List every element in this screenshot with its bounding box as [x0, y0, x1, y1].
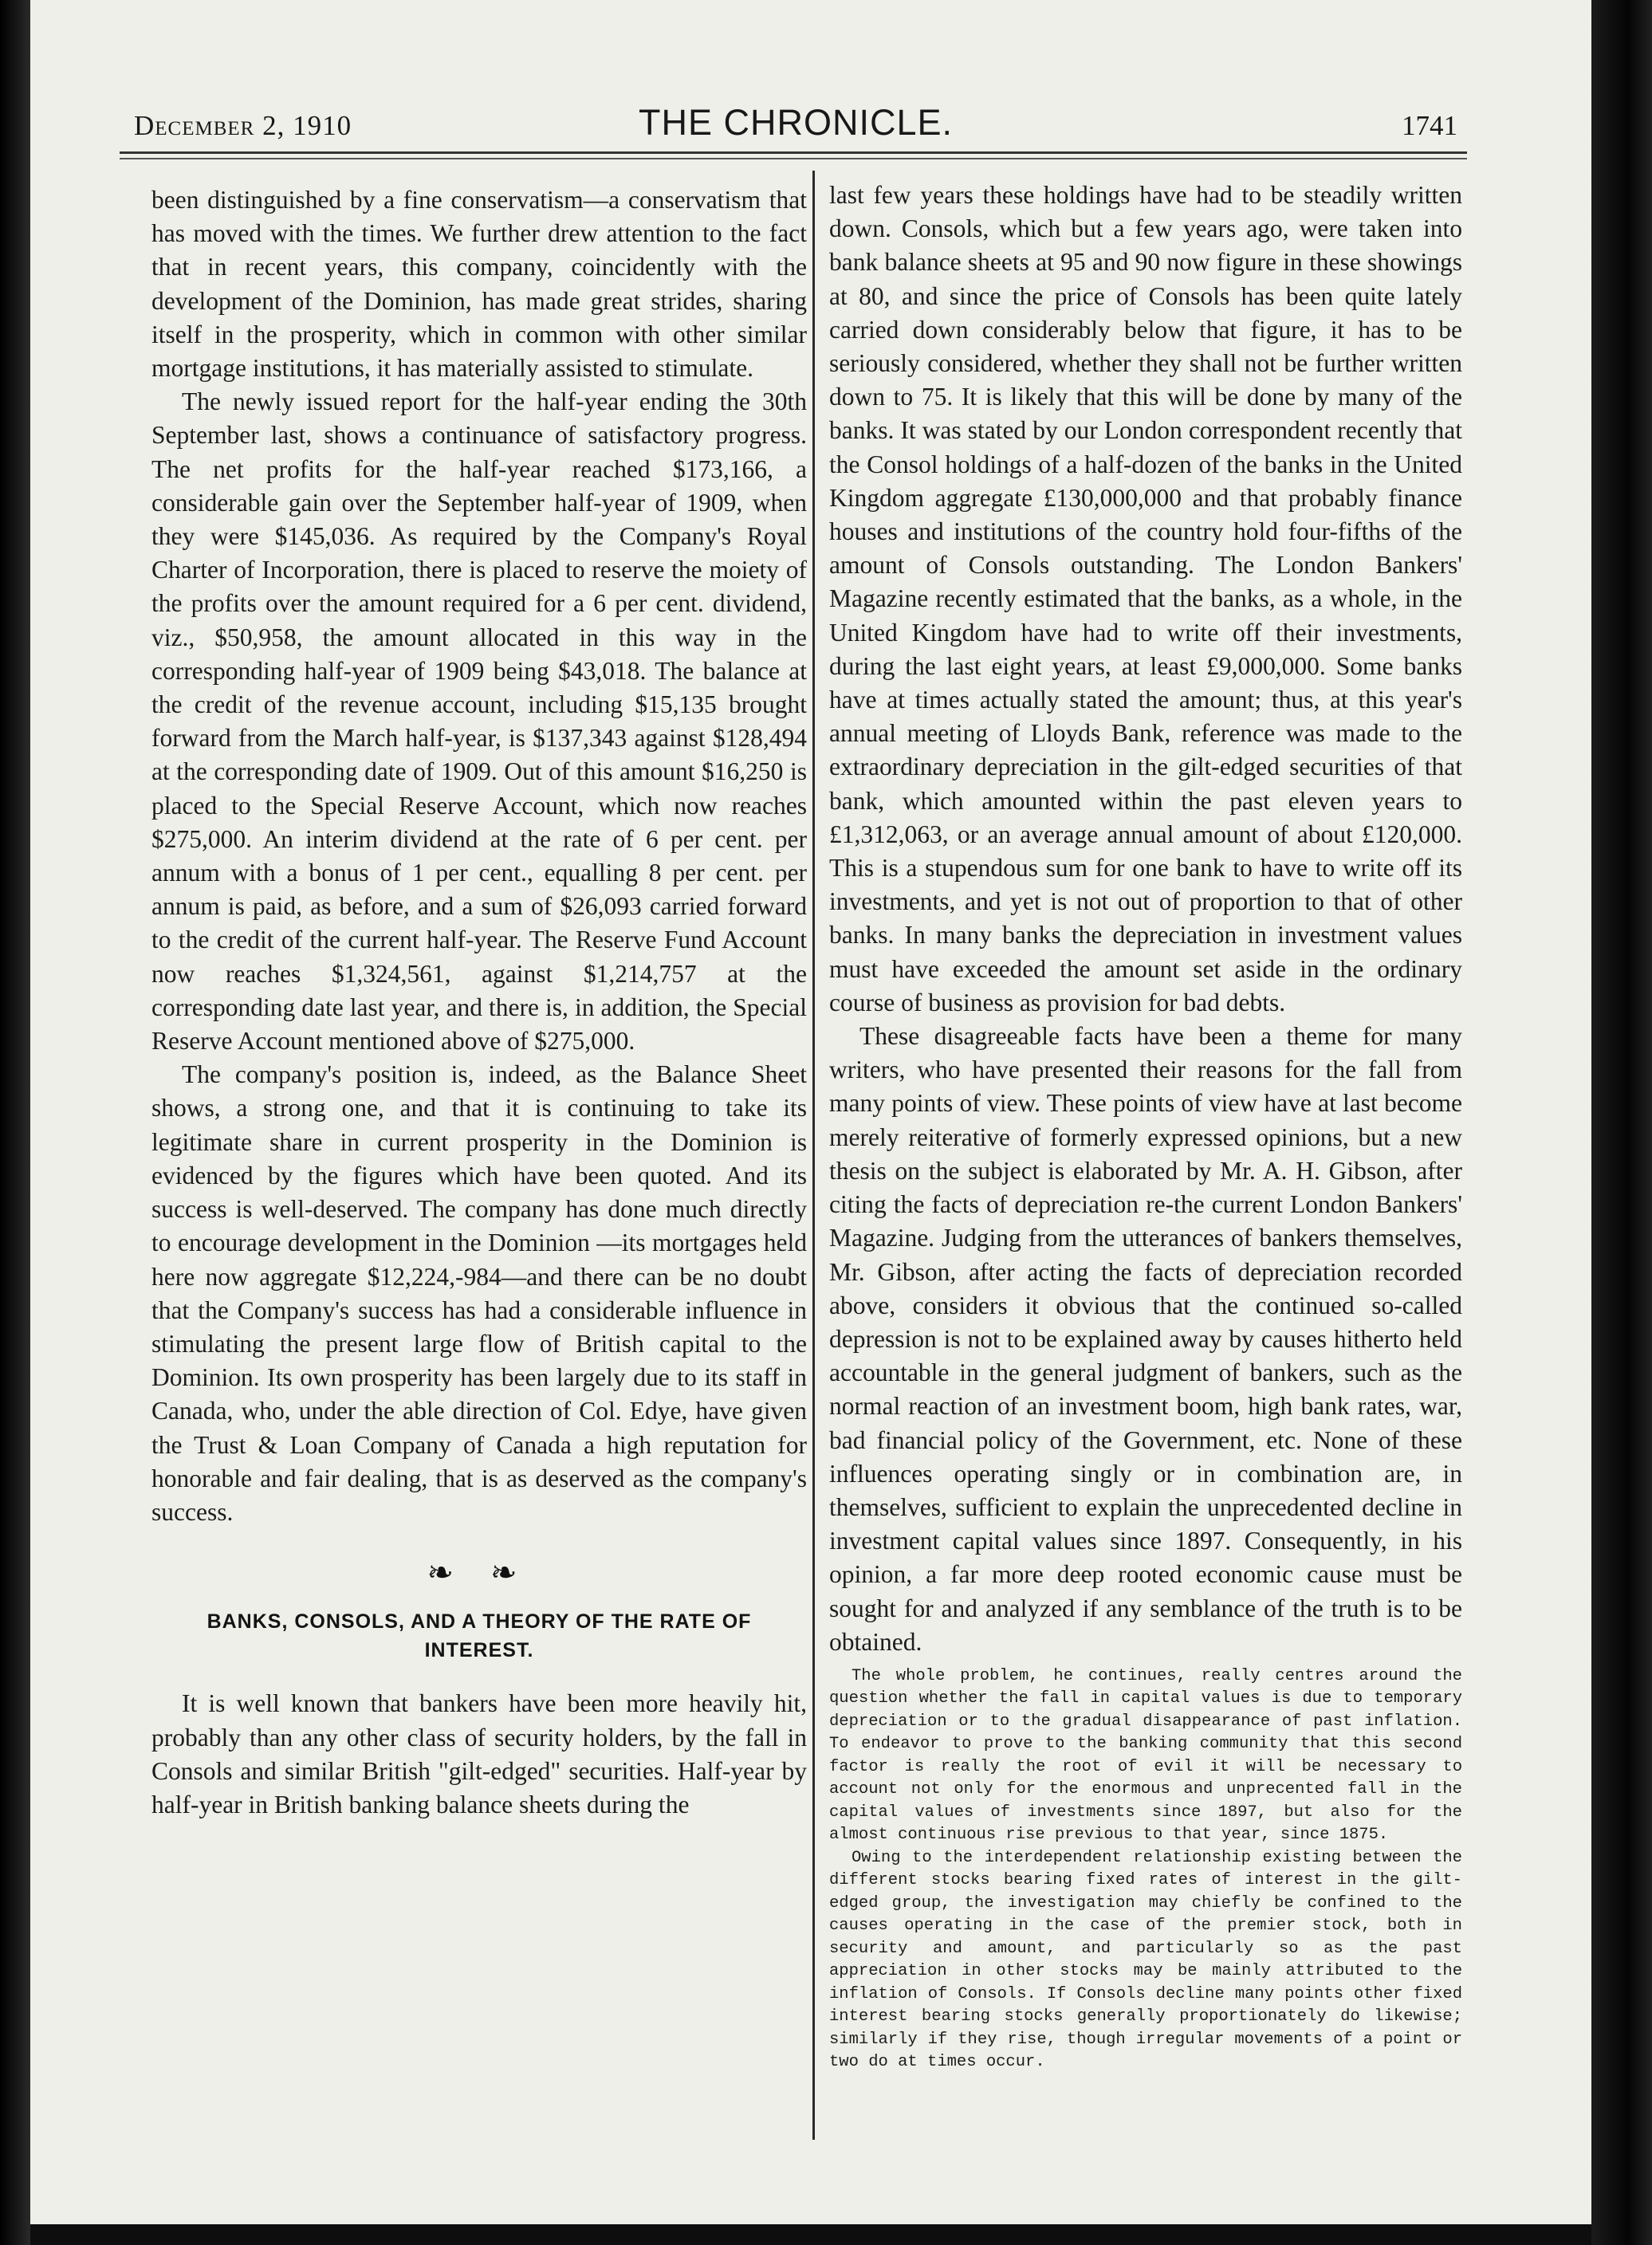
article-paragraph: The company's position is, indeed, as the Balance Sheet shows, a strong one, and that it is continuing to take its legitimate share in current prosperity in the Dominion is evidenced by the figures which have been quoted. And its success is well-deserved. The company has done much directly to encourage development in the Dominion —its mortgages held here now aggregate $12,224,-984—and there can be no doubt that the Company's success has had a considerable influence in stimulating the present large flow of British capital to the Dominion. Its own prosperity has been largely due to its staff in Canada, who, under the able direction of Col. Edye, have given the Trust & Loan Company of Canada a high reputation for honorable and fair dealing, that is as deserved as the company's success.: [151, 1060, 807, 1526]
header-rule: [120, 151, 1467, 154]
right-column: [829, 179, 1462, 2074]
scan-binding-edge: [1591, 0, 1652, 2245]
column-divider: [812, 171, 815, 2140]
page-header: [134, 102, 1457, 150]
section-ornament: ❧ ❧: [427, 1555, 532, 1591]
scan-left-edge: [0, 0, 30, 2245]
quoted-extract: [829, 1665, 1462, 2074]
article-paragraph: been distinguished by a fine conservatism—a conservatism that has moved with the times. We further drew attention to the fact that in recent years, this company, coincidently with the development of the Dominion, has made great strides, sharing itself in the prosperity, which in common with other similar mortgage institutions, it has materially assisted to stimulate.: [151, 186, 807, 383]
issue-date: December 2, 1910: [134, 110, 352, 141]
quoted-paragraph: The whole problem, he continues, really centres around the question whether the fall in capital values is due to temporary depreciation or to the gradual disappearance of past inflation. To endeavor to prove to the banking community that this second factor is really the root of evil it will be necessary to account not only for the enormous and unprecented fall in the capital values of investments since 1897, but also for the almost continuous rise previous to that year, since 1875.: [829, 1666, 1462, 1845]
article-paragraph: It is well known that bankers have been more heavily hit, probably than any other class of security holders, by the fall in Consols and similar British "gilt-edged" securities. Half-year by half-year in British banking balance sheets during the: [151, 1689, 807, 1818]
article-paragraph: The newly issued report for the half-year ending the 30th September last, shows a continuance of satisfactory progress. The net profits for the half-year reached $173,166, a considerable gain over the September half-year of 1909, when they were $145,036. As required by the Company's Royal Charter of Incorporation, there is placed to reserve the moiety of the profits over the amount required for a 6 per cent. dividend, viz., $50,958, the amount allocated in this way in the corresponding half-year of 1909 being $43,018. The balance at the credit of the revenue account, including $15,135 brought forward from the March half-year, is $137,343 against $128,494 at the corresponding date of 1909. Out of this amount $16,250 is placed to the Special Reserve Account, which now reaches $275,000. An interim dividend at the rate of 6 per cent. per annum with a bonus of 1 per cent., equalling 8 per cent. per annum is paid, as before, and a sum of $26,093 carried forward to the credit of the current half-year. The Reserve Fund Account now reaches $1,324,561, against $1,214,757 at the corresponding date last year, and there is, in addition, the Special Reserve Account mentioned above of $275,000.: [151, 387, 807, 1056]
article-paragraph: last few years these holdings have had to be steadily written down. Consols, which but a few years ago, were taken into bank balance sheets at 95 and 90 now figure in these showings at 80, and since the price of Consols has been quite lately carried down considerably below that figure, it has to be seriously considered, whether they shall not be further written down to 75. It is likely that this will be done by many of the banks. It was stated by our London correspondent recently that the Consol holdings of a half-dozen of the banks in the United Kingdom aggregate £130,000,000 and that probably finance houses and institutions of the country hold four-fifths of the amount of Consols outstanding. The London Bankers' Magazine recently estimated that the banks, as a whole, in the United Kingdom have had to write off their investments, during the last eight years, at least £9,000,000. Some banks have at times actually stated the amount; thus, at this year's annual meeting of Lloyds Bank, reference was made to the extraordinary depreciation in the gilt-edged securities of that bank, which amounted within the past eleven years to £1,312,063, or an average annual amount of about £120,000. This is a stupendous sum for one bank to have to write off its investments, and yet is not out of proportion to that of other banks. In many banks the depreciation in investment values must have exceeded the amount set aside in the ordinary course of business as provision for bad debts.: [829, 181, 1462, 1016]
left-column: [151, 183, 807, 1822]
article-paragraph: These disagreeable facts have been a theme for many writers, who have presented their reasons for the fall from many points of view. These points of view have at last become merely reiterative of formerly expressed opinions, but a new thesis on the subject is elaborated by Mr. A. H. Gibson, after citing the facts of depreciation re-the current London Bankers' Magazine. Judging from the utterances of bankers themselves, Mr. Gibson, after acting the facts of depreciation recorded above, considers it obvious that the continued so-called depression is not to be explained away by causes hitherto held accountable in the general judgment of bankers, such as the normal reaction of an investment boom, high bank rates, war, bad financial policy of the Government, etc. None of these influences operating singly or in combination are, in themselves, sufficient to explain the unprecedented decline in investment capital values since 1897. Consequently, in his opinion, a far more deep rooted economic cause must be sought for and analyzed if any semblance of the truth is to be obtained.: [829, 1022, 1462, 1656]
quoted-paragraph: Owing to the interdependent relationship existing between the different stocks bearing fixed rates of interest in the gilt-edged group, the investigation may chiefly be confined to the causes operating in the case of the premier stock, both in security and amount, and particularly so as the past appreciation in other stocks may be mainly attributed to the inflation of Consols. If Consols decline many points other fixed interest bearing stocks generally proportionately do likewise; similarly if they rise, though irregular movements of a point or two do at times occur.: [829, 1848, 1462, 2072]
page-number: 1741: [1402, 110, 1457, 141]
header-rule-secondary: [120, 158, 1467, 159]
section-heading: BANKS, CONSOLS, AND A THEORY OF THE RATE OF INTEREST.: [206, 1610, 752, 1662]
publication-title: THE CHRONICLE.: [638, 102, 954, 143]
